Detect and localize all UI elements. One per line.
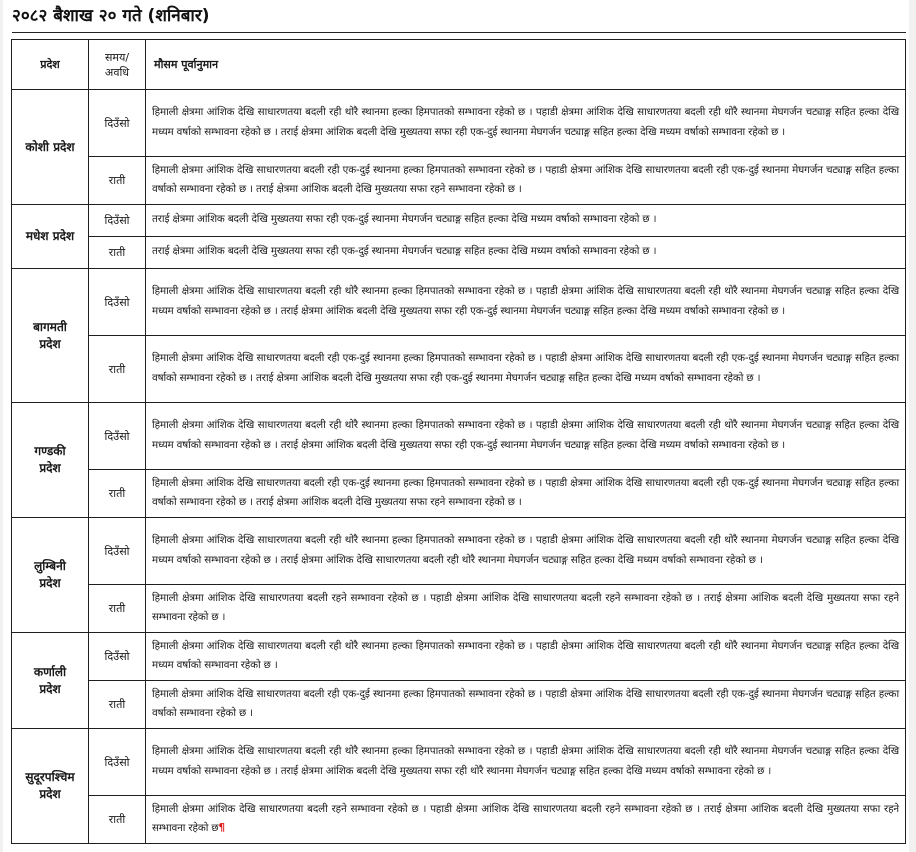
table-header-row xyxy=(12,40,906,90)
table-row-madhesh-day xyxy=(12,205,906,237)
period-day: दिउँसो xyxy=(89,518,146,585)
forecast-text: हिमाली क्षेत्रमा आंशिक देखि साधारणतया बदली रही एक-दुई स्थानमा हल्का हिमपातको सम्भावना रहेको छ । पहाडी क्षेत्रमा आंशिक देखि साधारणतया बदली रही एक-दुई स्थानमा मेघगर्जन चट्याङ्ग सहित हल्का वर्षाको सम्भावना रहेको छ । तराई क्षेत्रमा आंशिक बदली देखि मुख्यतया सफा रहने सम्भावना रहेको छ । xyxy=(146,470,906,518)
table-row-karnali-day xyxy=(12,633,906,681)
period-night: राती xyxy=(89,336,146,403)
forecast-text: तराई क्षेत्रमा आंशिक बदली देखि मुख्यतया सफा रही एक-दुई स्थानमा मेघगर्जन चट्याङ्ग सहित हल्का देखि मध्यम वर्षाको सम्भावना रहेको छ । xyxy=(146,237,906,269)
forecast-text: तराई क्षेत्रमा आंशिक बदली देखि मुख्यतया सफा रही एक-दुई स्थानमा मेघगर्जन चट्याङ्ग सहित हल्का देखि मध्यम वर्षाको सम्भावना रहेको छ । xyxy=(146,205,906,237)
province-cell-gandaki xyxy=(12,403,89,518)
forecast-text: हिमाली क्षेत्रमा आंशिक देखि साधारणतया बदली रही एक-दुई स्थानमा हल्का हिमपातको सम्भावना रहेको छ । पहाडी क्षेत्रमा आंशिक देखि साधारणतया बदली रही एक-दुई स्थानमा मेघगर्जन चट्याङ्ग सहित हल्का वर्षाको सम्भावना रहेको छ । तराई क्षेत्रमा आंशिक बदली देखि मुख्यतया सफा रही एक-दुई स्थानमा मेघगर्जन चट्याङ्ग सहित हल्का देखि मध्यम वर्षाको सम्भावना रहेको छ । xyxy=(146,336,906,403)
province-cell-sudurpashchim xyxy=(12,729,89,844)
province-name-line2: प्रदेश xyxy=(39,461,61,475)
province-name-line1: बागमती xyxy=(33,319,67,334)
forecast-text: हिमाली क्षेत्रमा आंशिक देखि साधारणतया बदली रही थोरै स्थानमा हल्का हिमपातको सम्भावना रहेको छ । पहाडी क्षेत्रमा आंशिक देखि साधारणतया बदली रही थोरै स्थानमा मेघगर्जन चट्याङ्ग सहित हल्का देखि मध्यम वर्षाको सम्भावना रहेको छ । तराई क्षेत्रमा आंशिक देखि साधारणतया बदली रही थोरै स्थानमा मेघगर्जन चट्याङ्ग सहित हल्का देखि मध्यम वर्षाको सम्भावना रहेको छ । xyxy=(146,518,906,585)
forecast-table xyxy=(11,39,906,844)
province-name-line2: प्रदेश xyxy=(39,576,61,590)
table-row-koshi-night xyxy=(12,157,906,205)
province-name: मधेश प्रदेश xyxy=(25,229,75,243)
period-day: दिउँसो xyxy=(89,729,146,796)
table-row-madhesh-night xyxy=(12,237,906,269)
province-name: कोशी प्रदेश xyxy=(25,139,75,154)
period-night: राती xyxy=(89,157,146,205)
table-row-bagmati-day xyxy=(12,269,906,336)
table-row-sudurpashchim-night xyxy=(12,796,906,844)
header-time-line2: अवधि xyxy=(104,65,130,79)
forecast-text: हिमाली क्षेत्रमा आंशिक देखि साधारणतया बदली रहने सम्भावना रहेको छ । पहाडी क्षेत्रमा आंशिक देखि साधारणतया बदली रहने सम्भावना रहेको छ । तराई क्षेत्रमा आंशिक बदली देखि मुख्यतया सफा रहने सम्भावना रहेको छ । xyxy=(146,585,906,633)
province-name-line1: कर्णाली xyxy=(33,664,67,679)
forecast-text: हिमाली क्षेत्रमा आंशिक देखि साधारणतया बदली रही एक-दुई स्थानमा हल्का हिमपातको सम्भावना रहेको छ । पहाडी क्षेत्रमा आंशिक देखि साधारणतया बदली रही एक-दुई स्थानमा मेघगर्जन चट्याङ्ग सहित हल्का वर्षाको सम्भावना रहेको छ । तराई क्षेत्रमा आंशिक बदली देखि मुख्यतया सफा रहने सम्भावना रहेको छ । xyxy=(146,157,906,205)
period-night: राती xyxy=(89,237,146,269)
province-name-line1: गण्डकी xyxy=(34,444,66,458)
table-row-sudurpashchim-day xyxy=(12,729,906,796)
forecast-text: हिमाली क्षेत्रमा आंशिक देखि साधारणतया बदली रही थोरै स्थानमा हल्का हिमपातको सम्भावना रहेको छ । पहाडी क्षेत्रमा आंशिक देखि साधारणतया बदली रही थोरै स्थानमा मेघगर्जन चट्याङ्ग सहित हल्का देखि मध्यम वर्षाको सम्भावना रहेको छ । xyxy=(146,633,906,681)
header-forecast: मौसम पूर्वानुमान xyxy=(146,40,906,90)
province-cell-karnali xyxy=(12,633,89,729)
period-night: राती xyxy=(89,681,146,729)
document-page xyxy=(3,0,909,852)
period-night: राती xyxy=(89,585,146,633)
province-cell-madhesh xyxy=(12,205,89,269)
period-day: दिउँसो xyxy=(89,403,146,470)
province-cell-koshi xyxy=(12,90,89,205)
province-cell-bagmati xyxy=(12,269,89,403)
forecast-text: हिमाली क्षेत्रमा आंशिक देखि साधारणतया बदली रहने सम्भावना रहेको छ । पहाडी क्षेत्रमा आंशिक देखि साधारणतया बदली रहने सम्भावना रहेको छ । तराई क्षेत्रमा आंशिक बदली देखि मुख्यतया सफा रहने सम्भावना रहेको छ xyxy=(152,802,899,834)
table-row-lumbini-day xyxy=(12,518,906,585)
province-name-line2: प्रदेश xyxy=(39,681,61,696)
page-title: २०८२ बैशाख २० गते (शनिबार) xyxy=(12,6,210,26)
period-day: दिउँसो xyxy=(89,90,146,157)
province-name-line2: प्रदेश xyxy=(39,787,61,801)
table-row-gandaki-night xyxy=(12,470,906,518)
forecast-text: हिमाली क्षेत्रमा आंशिक देखि साधारणतया बदली रही एक-दुई स्थानमा हल्का हिमपातको सम्भावना रहेको छ । पहाडी क्षेत्रमा आंशिक देखि साधारणतया बदली रही एक-दुई स्थानमा मेघगर्जन चट्याङ्ग सहित हल्का वर्षाको सम्भावना रहेको छ । xyxy=(146,681,906,729)
province-cell-lumbini xyxy=(12,518,89,633)
province-name-line2: प्रदेश xyxy=(39,336,61,351)
period-day: दिउँसो xyxy=(89,205,146,237)
forecast-text: हिमाली क्षेत्रमा आंशिक देखि साधारणतया बदली रही थोरै स्थानमा हल्का हिमपातको सम्भावना रहेको छ । पहाडी क्षेत्रमा आंशिक देखि साधारणतया बदली रही थोरै स्थानमा मेघगर्जन चट्याङ्ग सहित हल्का देखि मध्यम वर्षाको सम्भावना रहेको छ । तराई क्षेत्रमा आंशिक बदली देखि मुख्यतया सफा रही एक-दुई स्थानमा मेघगर्जन चट्याङ्ग सहित हल्का देखि मध्यम वर्षाको सम्भावना रहेको छ । xyxy=(146,269,906,336)
forecast-text-cell xyxy=(146,796,906,844)
province-name-line1: सुदूरपश्चिम xyxy=(25,770,75,784)
table-row-bagmati-night xyxy=(12,336,906,403)
period-night: राती xyxy=(89,796,146,844)
forecast-text: हिमाली क्षेत्रमा आंशिक देखि साधारणतया बदली रही थोरै स्थानमा हल्का हिमपातको सम्भावना रहेको छ । पहाडी क्षेत्रमा आंशिक देखि साधारणतया बदली रही थोरै स्थानमा मेघगर्जन चट्याङ्ग सहित हल्का देखि मध्यम वर्षाको सम्भावना रहेको छ । तराई क्षेत्रमा आंशिक बदली देखि मुख्यतया सफा रही एक-दुई स्थानमा मेघगर्जन चट्याङ्ग सहित हल्का देखि मध्यम वर्षाको सम्भावना रहेको छ । xyxy=(146,403,906,470)
province-name-line1: लुम्बिनी xyxy=(34,559,66,573)
forecast-text: हिमाली क्षेत्रमा आंशिक देखि साधारणतया बदली रही थोरै स्थानमा हल्का हिमपातको सम्भावना रहेको छ । पहाडी क्षेत्रमा आंशिक देखि साधारणतया बदली रही थोरै स्थानमा मेघगर्जन चट्याङ्ग सहित हल्का देखि मध्यम वर्षाको सम्भावना रहेको छ । तराई क्षेत्रमा आंशिक बदली देखि मुख्यतया सफा रही एक-दुई स्थानमा मेघगर्जन चट्याङ्ग सहित हल्का देखि मध्यम वर्षाको सम्भावना रहेको छ । xyxy=(146,90,906,157)
forecast-text: हिमाली क्षेत्रमा आंशिक देखि साधारणतया बदली रही थोरै स्थानमा हल्का हिमपातको सम्भावना रहेको छ । पहाडी क्षेत्रमा आंशिक देखि साधारणतया बदली रही थोरै स्थानमा मेघगर्जन चट्याङ्ग सहित हल्का देखि मध्यम वर्षाको सम्भावना रहेको छ । तराई क्षेत्रमा आंशिक बदली देखि मुख्यतया सफा रही थोरै स्थानमा मेघगर्जन चट्याङ्ग सहित हल्का देखि मध्यम वर्षाको सम्भावना रहेको छ । xyxy=(146,729,906,796)
period-night: राती xyxy=(89,470,146,518)
header-time-period xyxy=(89,40,146,90)
period-day: दिउँसो xyxy=(89,633,146,681)
header-time-line1: समय/ xyxy=(104,50,130,64)
table-row-koshi-day xyxy=(12,90,906,157)
paragraph-mark-icon: ¶ xyxy=(218,822,225,834)
table-row-karnali-night xyxy=(12,681,906,729)
header-province: प्रदेश xyxy=(12,40,89,90)
table-row-lumbini-night xyxy=(12,585,906,633)
period-day: दिउँसो xyxy=(89,269,146,336)
title-divider xyxy=(12,32,906,33)
table-row-gandaki-day xyxy=(12,403,906,470)
